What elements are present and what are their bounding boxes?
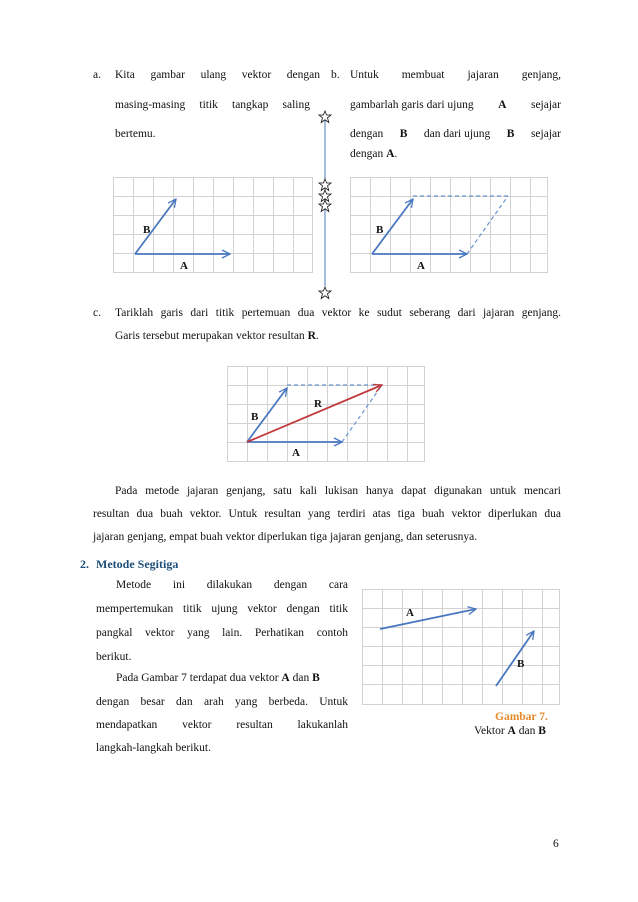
grid (362, 589, 560, 705)
figure-caption-label: Gambar 7. (495, 711, 548, 723)
star-marker-icon (319, 287, 331, 299)
text-b-line4-bold: A (386, 148, 395, 160)
segitiga-p2-line3: mendapatkan vektor resultan lakukanlah (96, 719, 348, 731)
label-a: A (406, 607, 414, 619)
text-b-line3-pre: dengan (350, 128, 384, 140)
label-b: B (517, 658, 525, 670)
label-r: R (314, 398, 322, 410)
text-b-line4-pre: dengan (350, 148, 384, 160)
text-c-line2-pre: Garis tersebut merupakan vektor resultan (115, 330, 305, 342)
segitiga-line4: berikut. (96, 651, 132, 663)
segitiga-p2-bold-b: B (312, 672, 320, 684)
caption-pre: Vektor (474, 725, 505, 737)
segitiga-p2-line2: dengan besar dan arah yang berbeda. Untuk (96, 696, 348, 708)
text-c-line2-post: . (315, 330, 319, 342)
label-b: B (143, 224, 151, 236)
text-b-line4 (350, 142, 397, 166)
text-b-line3-post: sejajar (530, 128, 561, 140)
column-divider (314, 110, 336, 304)
label-a: A (417, 260, 425, 272)
segitiga-p2-pre: Pada Gambar 7 terdapat dua vektor (116, 672, 279, 684)
dashed-parallel-b (467, 196, 508, 254)
segitiga-line1: Metode ini dilakukan dengan cara (116, 579, 348, 591)
section-number: 2. (80, 557, 89, 571)
page-number: 6 (553, 838, 559, 850)
figure-resultant (227, 366, 425, 462)
text-b-line2-pre: gambarlah garis dari ujung (350, 99, 474, 111)
vector-a-arrow (380, 609, 476, 629)
label-b: B (251, 411, 259, 423)
caption-bold-b: B (538, 725, 546, 737)
figure-vectors-a-b (113, 177, 313, 273)
text-b-line4-post: . (394, 148, 398, 160)
text-c-line2-bold: R (307, 330, 316, 342)
paragraph-line1: Pada metode jajaran genjang, satu kali lukisan hanya dapat digunakan untuk mencari (115, 485, 561, 497)
segitiga-line2: mempertemukan titik ujung vektor dengan titik (96, 603, 348, 615)
text-b-line1: Untuk membuat jajaran genjang, (350, 69, 561, 81)
segitiga-line3: pangkal vektor yang lain. Perhatikan contoh (96, 627, 348, 639)
vector-b-arrow (496, 631, 534, 686)
item-marker-b: b. (331, 69, 340, 81)
segitiga-p2-line4: langkah-langkah berikut. (96, 742, 211, 754)
segitiga-p2-line1 (116, 666, 320, 690)
paragraph-line3: jajaran genjang, empat buah vektor diperlukan tiga jajaran genjang, dan seterusnya. (93, 531, 478, 543)
label-b: B (376, 224, 384, 236)
item-marker-a: a. (93, 69, 101, 81)
figure-parallelogram-construction (350, 177, 548, 273)
text-b-line2-post: sejajar (530, 99, 561, 111)
segitiga-p2-bold-a: A (281, 672, 290, 684)
text-a-line3: bertemu. (115, 128, 156, 140)
label-a: A (292, 447, 300, 459)
figure-7-vectors (362, 589, 560, 705)
label-a: A (180, 260, 188, 272)
caption-bold-a: A (507, 725, 516, 737)
paragraph-line2: resultan dua buah vektor. Untuk resultan yang terdiri atas tiga buah vektor diperlukan dua (93, 508, 561, 520)
text-b-line2 (350, 93, 561, 117)
text-a-line2: masing-masing titik tangkap saling (115, 99, 310, 111)
text-b-line3-mid: dan dari ujung (423, 128, 491, 140)
text-b-line3-bold2: B (506, 128, 515, 140)
segitiga-p2-mid: dan (292, 672, 310, 684)
section-title: Metode Segitiga (96, 557, 179, 571)
vector-b-arrow (135, 199, 176, 254)
figure-caption-text (474, 725, 546, 737)
text-c-line1: Tariklah garis dari titik pertemuan dua vektor ke sudut seberang dari jajaran genjang. (115, 307, 561, 319)
caption-mid: dan (518, 725, 536, 737)
item-marker-c: c. (93, 307, 101, 319)
text-b-line2-bold: A (498, 99, 507, 111)
text-c-line2 (115, 324, 319, 348)
text-a-line1: Kita gambar ulang vektor dengan (115, 69, 320, 81)
text-b-line3-bold: B (399, 128, 408, 140)
